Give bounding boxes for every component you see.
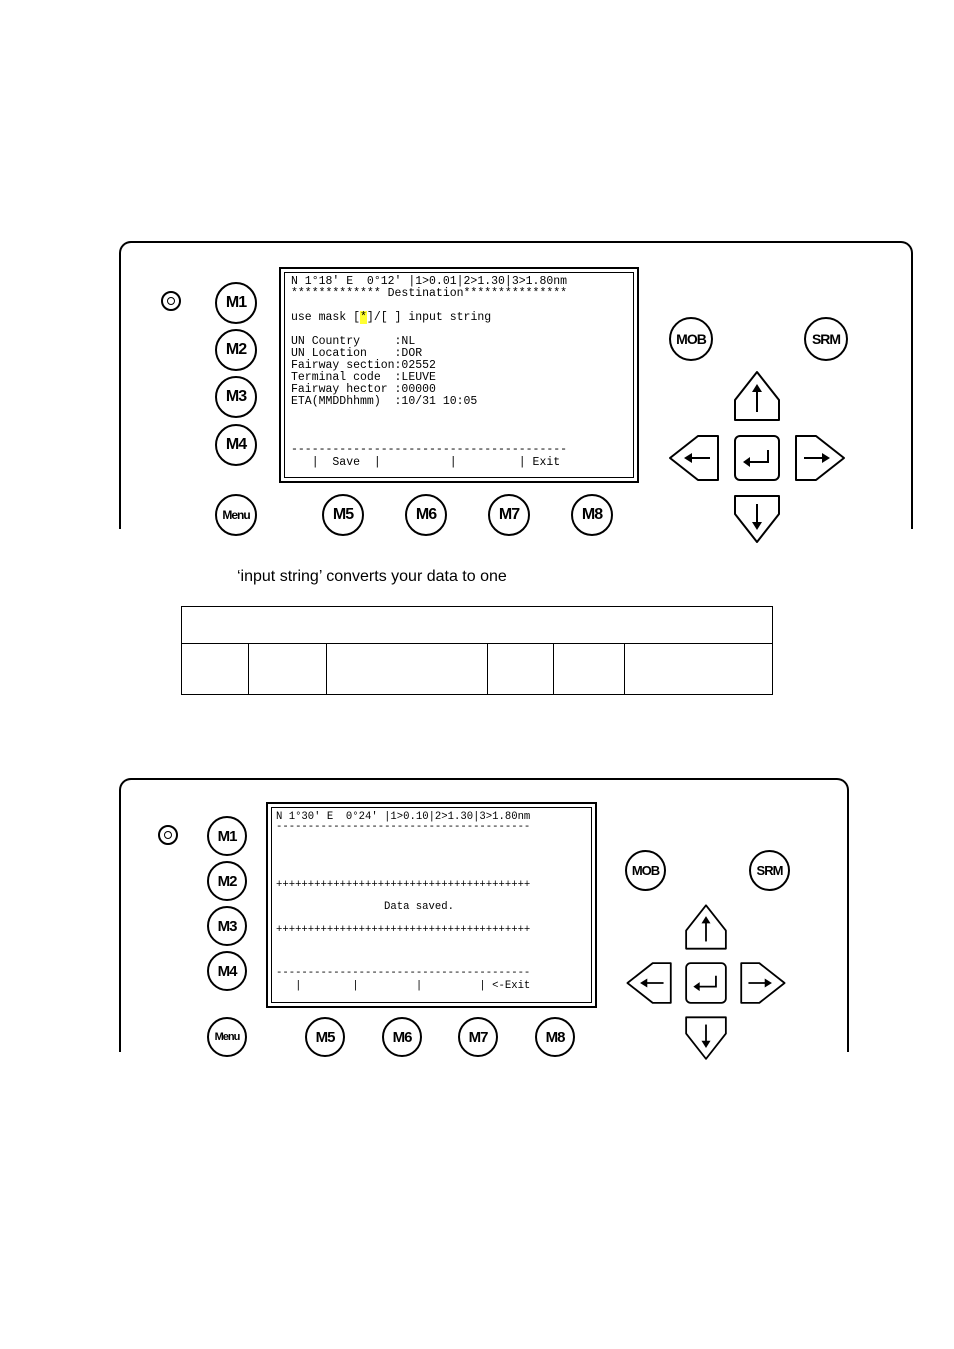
softkey-bar: | | | | <-Exit — [276, 980, 531, 992]
mask-option-line: use mask [*]/[ ] input string — [291, 311, 492, 324]
srm-button[interactable]: SRM — [804, 317, 848, 361]
m7-button[interactable]: M7 — [458, 1017, 498, 1057]
right-arrow-icon[interactable] — [741, 963, 784, 1003]
screen-title: ************* Destination*************** — [291, 287, 568, 300]
confirmation-message: Data saved. — [384, 901, 454, 913]
screen-divider: ---------------------------------------- — [276, 967, 531, 979]
menu-button[interactable]: Menu — [215, 494, 257, 536]
field-eta[interactable]: ETA(MMDDhhmm) :10/31 10:05 — [291, 395, 478, 408]
table-cell — [249, 644, 327, 695]
right-arrow-icon[interactable] — [796, 436, 844, 480]
m6-button[interactable]: M6 — [405, 494, 447, 536]
m1-button[interactable]: M1 — [207, 816, 247, 856]
navigation-pad — [622, 900, 790, 1066]
caption-text: ‘input string’ converts your data to one — [237, 568, 507, 585]
m2-button[interactable]: M2 — [207, 861, 247, 901]
menu-button[interactable]: Menu — [207, 1017, 247, 1057]
up-arrow-icon[interactable] — [735, 372, 779, 420]
table-cell — [554, 644, 625, 695]
separator-line: ++++++++++++++++++++++++++++++++++++++++ — [276, 924, 531, 936]
mob-button[interactable]: MOB — [669, 317, 713, 361]
m4-button[interactable]: M4 — [215, 424, 257, 466]
mob-button[interactable]: MOB — [625, 850, 666, 891]
enter-icon[interactable] — [735, 436, 779, 480]
softkey-bar: | Save | | | Exit — [291, 456, 561, 469]
lcd-screen — [279, 267, 639, 483]
m8-button[interactable]: M8 — [535, 1017, 575, 1057]
screen-divider: ---------------------------------------- — [291, 443, 568, 456]
power-led — [161, 291, 181, 311]
screen-divider: ---------------------------------------- — [276, 821, 531, 833]
left-arrow-icon[interactable] — [670, 436, 718, 480]
m5-button[interactable]: M5 — [305, 1017, 345, 1057]
field-fairway-section[interactable]: Fairway section:02552 — [291, 359, 436, 372]
status-line: N 1°18' E 0°12' |1>0.01|2>1.30|3>1.80nm — [291, 275, 568, 288]
field-terminal-code[interactable]: Terminal code :LEUVE — [291, 371, 436, 384]
left-arrow-icon[interactable] — [627, 963, 670, 1003]
table-cell — [625, 644, 773, 695]
m6-button[interactable]: M6 — [382, 1017, 422, 1057]
m3-button[interactable]: M3 — [207, 906, 247, 946]
field-un-country[interactable]: UN Country :NL — [291, 335, 416, 348]
table-cell — [182, 644, 249, 695]
table-header-cell — [182, 607, 773, 644]
input-string-table — [181, 606, 773, 695]
down-arrow-icon[interactable] — [686, 1017, 726, 1059]
separator-line: ++++++++++++++++++++++++++++++++++++++++ — [276, 879, 531, 891]
m8-button[interactable]: M8 — [571, 494, 613, 536]
enter-icon[interactable] — [686, 963, 726, 1003]
table-cell — [327, 644, 488, 695]
status-line: N 1°30' E 0°24' |1>0.10|2>1.30|3>1.80nm — [276, 811, 531, 823]
m3-button[interactable]: M3 — [215, 376, 257, 418]
power-led — [158, 825, 178, 845]
field-un-location[interactable]: UN Location :DOR — [291, 347, 423, 360]
field-fairway-hector[interactable]: Fairway hector :00000 — [291, 383, 436, 396]
m4-button[interactable]: M4 — [207, 951, 247, 991]
m1-button[interactable]: M1 — [215, 282, 257, 324]
m5-button[interactable]: M5 — [322, 494, 364, 536]
m2-button[interactable]: M2 — [215, 329, 257, 371]
mask-cursor[interactable]: * — [360, 311, 367, 324]
lcd-screen — [266, 802, 597, 1008]
srm-button[interactable]: SRM — [749, 850, 790, 891]
up-arrow-icon[interactable] — [686, 905, 726, 948]
navigation-pad — [664, 370, 850, 546]
table-cell — [488, 644, 554, 695]
down-arrow-icon[interactable] — [735, 496, 779, 542]
m7-button[interactable]: M7 — [488, 494, 530, 536]
